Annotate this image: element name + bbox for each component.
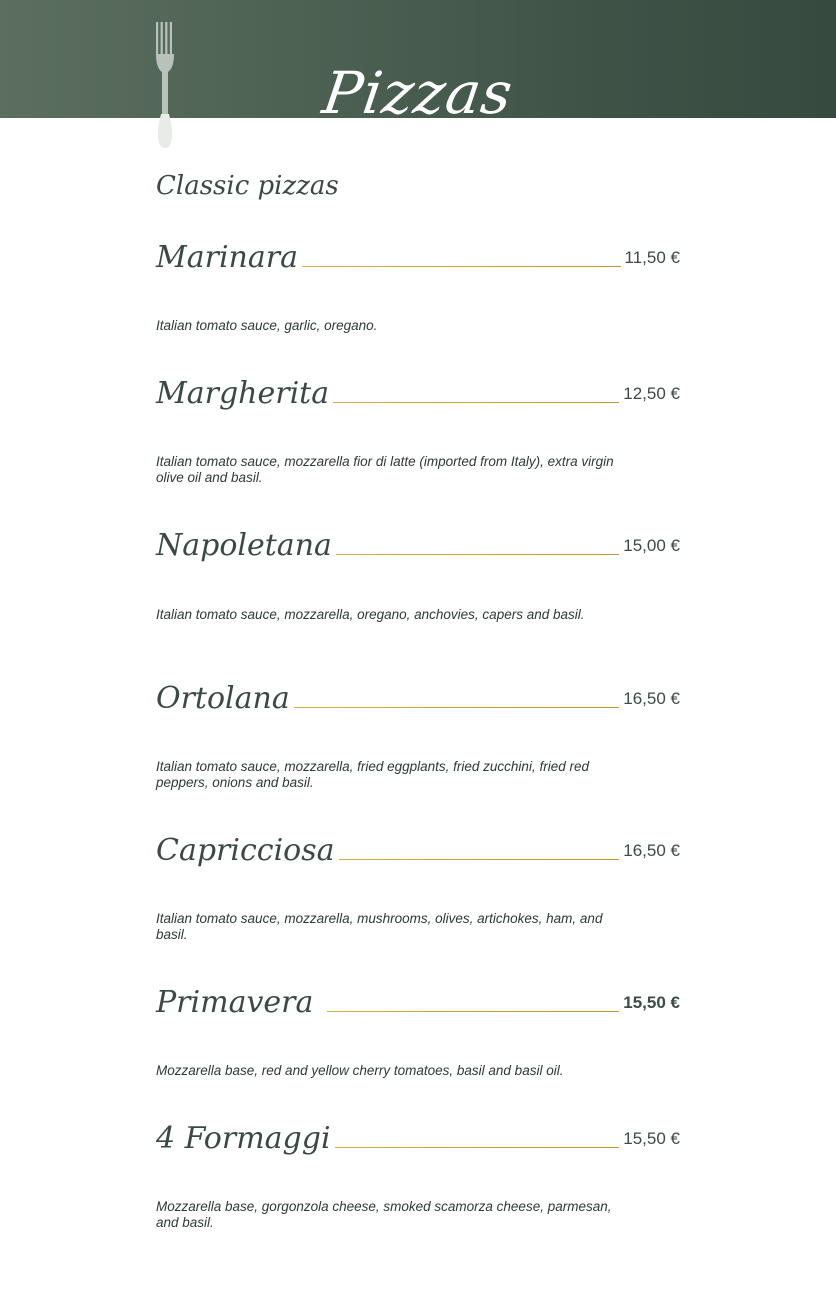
- menu-item-header: [156, 981, 680, 1033]
- menu-item-name: Capricciosa: [156, 829, 339, 873]
- menu-item: [156, 524, 680, 622]
- menu-item-price: 16,50 €: [619, 689, 680, 709]
- menu-item-price: 11,50 €: [621, 248, 680, 268]
- menu-item: [156, 372, 680, 485]
- menu-item-name: Napoletana: [156, 524, 336, 568]
- menu-item-description: Mozzarella base, red and yellow cherry tomatoes, basil and basil oil.: [156, 1063, 564, 1078]
- menu-item-price: 16,50 €: [619, 841, 680, 861]
- menu-item-description: Italian tomato sauce, mozzarella, oregano, anchovies, capers and basil.: [156, 607, 585, 622]
- menu-item-header: [156, 372, 680, 424]
- menu-item-description: Italian tomato sauce, mozzarella fior di latte (imported from Italy), extra virgin olive oil and basil.: [156, 454, 614, 485]
- menu-item-price: 12,50 €: [619, 384, 680, 404]
- menu-item-price: 15,50 €: [619, 993, 680, 1013]
- menu-item-name: 4 Formaggi: [156, 1117, 335, 1161]
- menu-item-name: Margherita: [156, 372, 333, 416]
- menu-item: [156, 1117, 680, 1230]
- menu-item-description: Mozzarella base, gorgonzola cheese, smoked scamorza cheese, parmesan, and basil.: [156, 1199, 612, 1230]
- menu-item: [156, 829, 680, 942]
- menu-item: [156, 677, 680, 790]
- menu-item-header: [156, 236, 680, 288]
- menu-item-header: [156, 677, 680, 729]
- menu-item-description: Italian tomato sauce, garlic, oregano.: [156, 318, 378, 333]
- menu-item-name: Ortolana: [156, 677, 294, 721]
- menu-item-name: Marinara: [156, 236, 302, 280]
- menu-item: [156, 981, 680, 1078]
- menu-item: [156, 236, 680, 333]
- menu-item-description: Italian tomato sauce, mozzarella, mushrooms, olives, artichokes, ham, and basil.: [156, 911, 603, 942]
- menu-item-name: Primavera: [156, 981, 327, 1025]
- page-title: Pizzas: [318, 58, 518, 127]
- menu-item-price: 15,50 €: [619, 1129, 680, 1149]
- page-header: [0, 0, 836, 127]
- fork-icon: [152, 18, 178, 150]
- menu-item-header: [156, 829, 680, 881]
- menu-item-header: [156, 524, 680, 576]
- menu-item-header: [156, 1117, 680, 1169]
- menu-item-description: Italian tomato sauce, mozzarella, fried eggplants, fried zucchini, fried red peppers, onions and basil.: [156, 759, 589, 790]
- section-title: Classic pizzas: [156, 171, 339, 201]
- menu-item-price: 15,00 €: [619, 536, 680, 556]
